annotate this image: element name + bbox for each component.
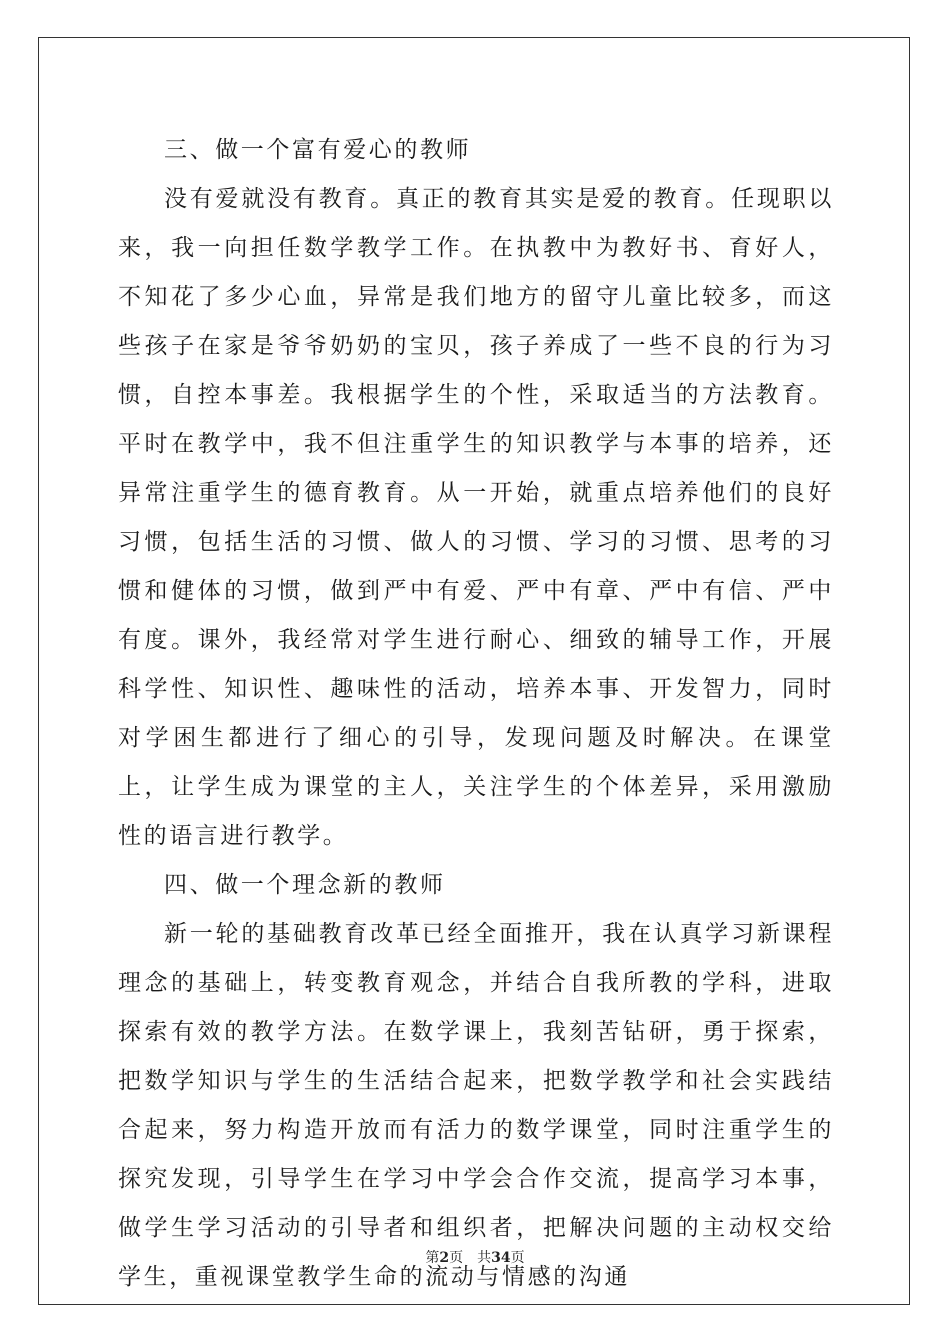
- page-total-unit: 页: [510, 1250, 525, 1266]
- page-footer: [0, 1247, 950, 1267]
- page-number-current: 2: [439, 1250, 450, 1266]
- page-total: 34: [491, 1250, 511, 1266]
- section-heading-3: 三、做一个富有爱心的教师: [164, 137, 472, 163]
- page-number-unit: 页: [449, 1250, 464, 1266]
- section-heading-4: 四、做一个理念新的教师: [164, 872, 446, 898]
- section-paragraph-4: 新一轮的基础教育改革已经全面推开，我在认真学习新课程理念的基础上，转变教育观念，并结合自我所教的学科，进取探索有效的教学方法。在数学课上，我刻苦钻研，勇于探索，把数学知识与学生的生活结合起来，把数学教学和社会实践结合起来，努力构造开放而有活力的数学课堂，同时注重学生的探究发现，引导学生在学习中学会合作交流，提高学习本事，做学生学习活动的引导者和组织者，把解决问题的主动权交给学生，重视课堂教学生命的流动与情感的沟通: [118, 921, 834, 1290]
- page-total-prefix: 共: [477, 1250, 492, 1266]
- section-paragraph-3: 没有爱就没有教育。真正的教育其实是爱的教育。任现职以来，我一向担任数学教学工作。在执教中为教好书、育好人，不知花了多少心血，异常是我们地方的留守儿童比较多，而这些孩子在家是爷爷奶奶的宝贝，孩子养成了一些不良的行为习惯，自控本事差。我根据学生的个性，采取适当的方法教育。平时在教学中，我不但注重学生的知识教学与本事的培养，还异常注重学生的德育教育。从一开始，就重点培养他们的良好习惯，包括生活的习惯、做人的习惯、学习的习惯、思考的习惯和健体的习惯，做到严中有爱、严中有章、严中有信、严中有度。课外，我经常对学生进行耐心、细致的辅导工作，开展科学性、知识性、趣味性的活动，培养本事、开发智力，同时对学困生都进行了细心的引导，发现问题及时解决。在课堂上，让学生成为课堂的主人，关注学生的个体差异，采用激励性的语言进行教学。: [118, 186, 834, 849]
- document-body: [118, 126, 834, 1302]
- page-number-prefix: 第: [425, 1250, 440, 1266]
